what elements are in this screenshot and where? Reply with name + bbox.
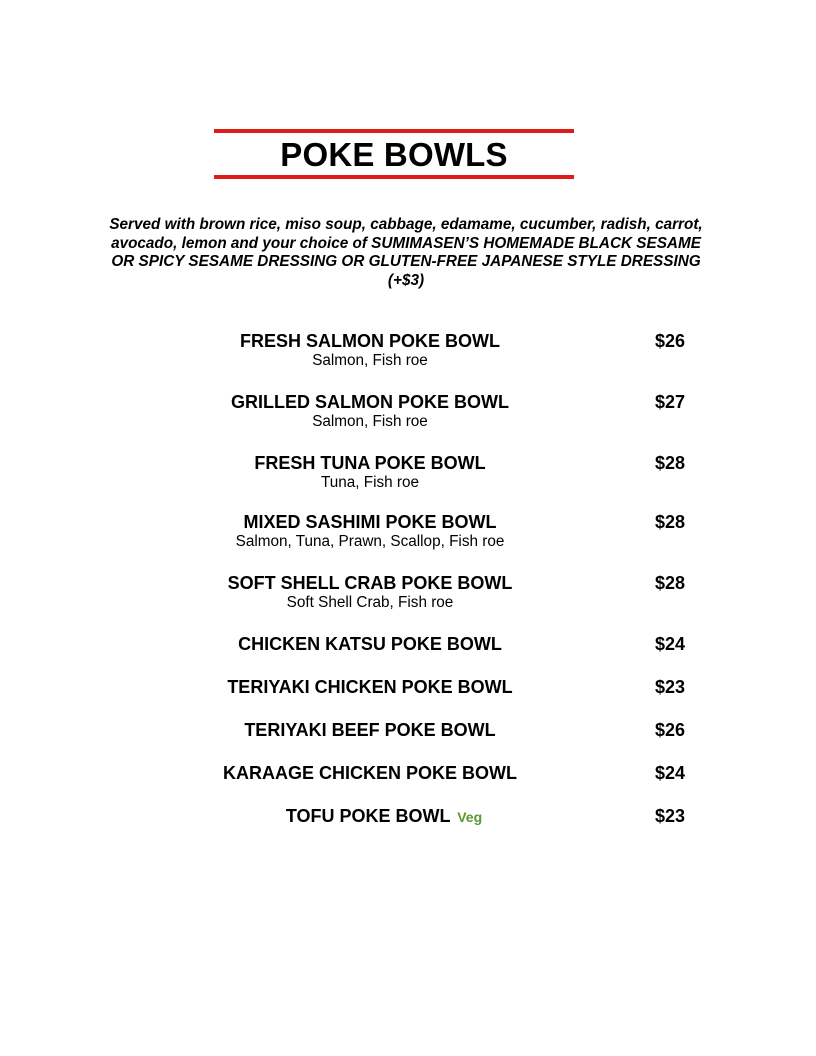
menu-item-name: TERIYAKI BEEF POKE BOWL (244, 720, 496, 740)
title-block (214, 129, 574, 179)
menu-item-price: $28 (654, 512, 686, 532)
menu-item-price: $28 (654, 573, 686, 593)
veg-tag: Veg (457, 809, 483, 825)
menu-item-price: $28 (654, 453, 686, 473)
menu-item-desc: Soft Shell Crab, Fish roe (286, 594, 454, 611)
menu-item-price: $26 (654, 331, 686, 351)
menu-item-name: KARAAGE CHICKEN POKE BOWL (222, 763, 517, 783)
menu-item-name: FRESH SALMON POKE BOWL (240, 331, 500, 351)
menu-item-desc: Salmon, Fish roe (312, 413, 428, 430)
menu-item-price: $27 (654, 392, 686, 412)
menu-item-name: TOFU POKE BOWL (285, 806, 451, 826)
menu-item-name: GRILLED SALMON POKE BOWL (231, 392, 509, 412)
menu-item-name: TERIYAKI CHICKEN POKE BOWL (227, 677, 513, 697)
title-bottom-rule (214, 175, 574, 179)
menu-item-name-row (214, 805, 554, 828)
menu-item-desc: Salmon, Tuna, Prawn, Scallop, Fish roe (235, 533, 505, 550)
menu-item-desc: Tuna, Fish roe (320, 474, 420, 491)
menu-item-price: $26 (654, 720, 686, 740)
menu-item-name: MIXED SASHIMI POKE BOWL (243, 512, 497, 532)
menu-intro: Served with brown rice, miso soup, cabbage, edamame, cucumber, radish, carrot, avocado, lemon and your choice of SUMIMASEN’S HOMEMADE BLACK SESAME OR SPICY SESAME DRESSING OR GLUTEN-FREE JAPANESE STYLE DRESSING (+$3) (109, 216, 703, 289)
menu-item-name: FRESH TUNA POKE BOWL (254, 453, 486, 473)
menu-item-name: SOFT SHELL CRAB POKE BOWL (227, 573, 513, 593)
title-top-rule (214, 129, 574, 133)
menu-item-name: CHICKEN KATSU POKE BOWL (238, 634, 502, 654)
menu-item-price: $24 (654, 763, 686, 783)
menu-item-desc: Salmon, Fish roe (312, 352, 428, 369)
menu-item-price: $23 (654, 677, 686, 697)
page-title: POKE BOWLS (280, 136, 508, 173)
menu-item-price: $24 (654, 634, 686, 654)
menu-item-price: $23 (654, 806, 686, 826)
